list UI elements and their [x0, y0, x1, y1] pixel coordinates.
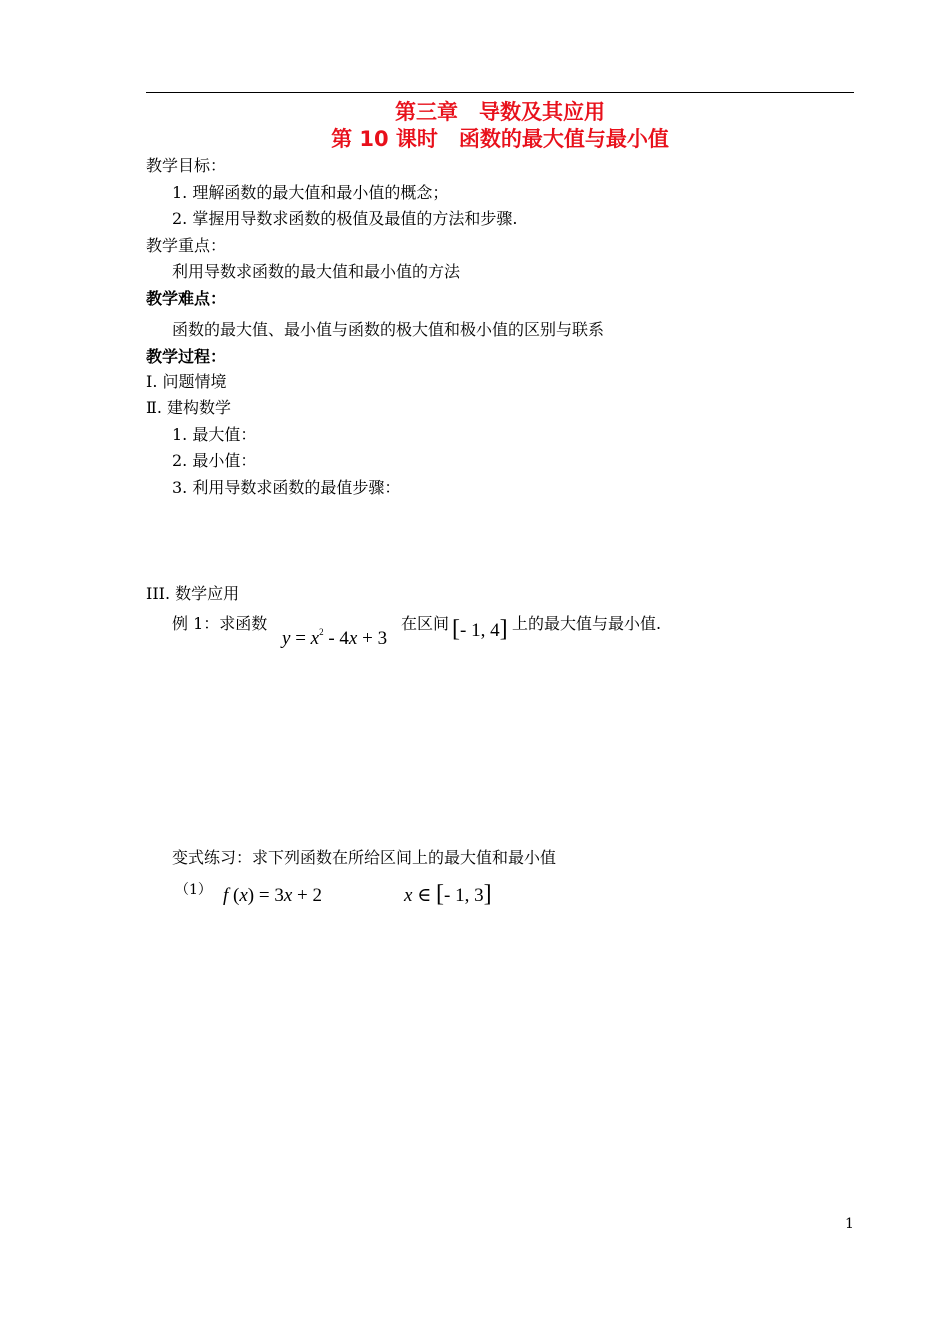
objective-item: 1. 理解函数的最大值和最小值的概念；	[172, 183, 449, 202]
construct-item: 2. 最小值：	[172, 451, 257, 470]
section-math-application: III. 数学应用	[146, 584, 240, 603]
practice-item-label: （1）	[175, 882, 212, 898]
objective-item: 2. 掌握用导数求函数的极值及最值的方法和步骤.	[172, 209, 518, 228]
construct-item: 1. 最大值：	[172, 425, 257, 444]
difficulties-heading: 教学难点：	[146, 289, 227, 308]
example1-suffix: 上的最大值与最小值.	[512, 614, 662, 633]
section-problem-situation: Ⅰ. 问题情境	[146, 372, 227, 391]
key-points-heading: 教学重点：	[146, 236, 227, 255]
objectives-heading: 教学目标：	[146, 156, 227, 175]
practice-heading: 变式练习：求下列函数在所给区间上的最大值和最小值	[172, 848, 557, 867]
section-construct-math: Ⅱ. 建构数学	[146, 398, 232, 417]
example1-formula: $y = x^2 - 4x + 3$	[282, 627, 388, 649]
page-number: 1	[845, 1216, 854, 1232]
difficulties-text: 函数的最大值、最小值与函数的极大值和极小值的区别与联系	[172, 320, 605, 339]
example1-prefix: 例 1：求函数	[172, 614, 268, 633]
practice-item-domain: x ∈ [- 1, 3]	[404, 881, 492, 907]
practice-item-function: f (x) = 3x + 2	[223, 885, 322, 906]
process-heading: 教学过程：	[146, 347, 227, 366]
header-rule	[146, 92, 854, 93]
chapter-title: 第三章 导数及其应用	[395, 100, 605, 124]
example1-interval: [- 1, 4]	[452, 616, 508, 642]
key-points-text: 利用导数求函数的最大值和最小值的方法	[172, 262, 461, 281]
construct-item: 3. 利用导数求函数的最值步骤：	[172, 478, 401, 497]
example1-middle: 在区间	[401, 614, 450, 633]
lesson-title: 第 10 课时 函数的最大值与最小值	[331, 127, 669, 151]
